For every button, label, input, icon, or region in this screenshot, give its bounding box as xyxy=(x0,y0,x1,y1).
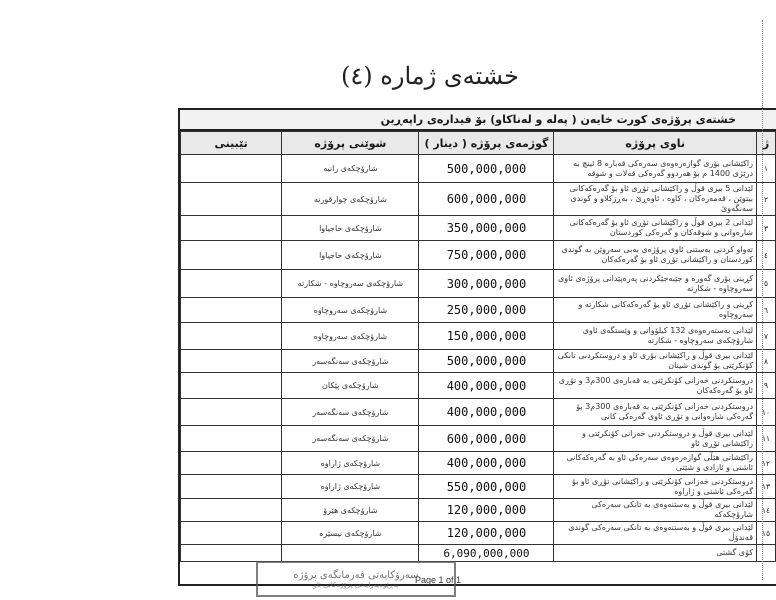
row-project-name: لێدانی 5 بیری قوڵ و راکێشانی تۆڕی ئاو بۆ گەرەکەکانی بیتوێن ، قەمەرەکان ، کاوە ، ئاوەڕێ ، بەڕزکلاو و کوندی سەنگەوێ xyxy=(554,183,757,216)
table-row xyxy=(181,241,776,270)
row-cost: 400,000,000 xyxy=(419,373,554,399)
row-project-name: لێدانی بەستەرەوەی 132 کیلۆواتی و وێستگەی ئاوی شارۆچکەی سەروچاوە - شکارتە xyxy=(554,323,757,350)
row-location: شارۆچکەی حاجیاوا xyxy=(282,241,419,270)
row-seq: ٩ xyxy=(757,373,776,399)
table-body xyxy=(181,155,776,545)
row-location: شارۆچکەی سەروچاوە - شکارتە xyxy=(282,270,419,298)
row-cost: 300,000,000 xyxy=(419,270,554,298)
row-project-name: لێدانی بیری قوڵ و راکێشانی بۆری ئاو و دروستکردنی تانکی کۆنکرێتی بۆ گوندی شینان xyxy=(554,350,757,373)
row-project-name: لێدانی بیری قوڵ و دروستکردنی خەزانی کۆنکرێتی و راکێشانی تۆڕی ئاو xyxy=(554,426,757,452)
row-seq: ٥ xyxy=(757,270,776,298)
row-project-name: کڕینی و راکێشانی تۆڕی ئاو بۆ گەرەکەکانی شکارتە و سەروچاوە xyxy=(554,298,757,323)
row-notes xyxy=(181,499,282,522)
row-location: شارۆچکەی هێرۆ xyxy=(282,499,419,522)
handwritten-table-number: خشتەی ژمارە (٤) xyxy=(341,62,519,90)
row-location: شارۆچکەی پێکان xyxy=(282,373,419,399)
table-row xyxy=(181,216,776,241)
row-project-name: لێدانی بیری قوڵ و بەستنەوەی بە تانکی سەرەکی شارۆچکەکە xyxy=(554,499,757,522)
table-row xyxy=(181,522,776,545)
total-notes xyxy=(181,545,282,562)
total-row xyxy=(181,545,776,562)
row-notes xyxy=(181,183,282,216)
row-seq: ٧ xyxy=(757,323,776,350)
table-row xyxy=(181,426,776,452)
row-notes xyxy=(181,475,282,499)
table-row xyxy=(181,183,776,216)
row-seq: ١٢ xyxy=(757,452,776,475)
row-cost: 350,000,000 xyxy=(419,216,554,241)
table-title: خشتەی پرۆژەی کورت خایەن ( پەلە و لەناکاو) بۆ فیدارەی راپەڕین xyxy=(180,110,776,131)
row-location: شارۆچکەی رانیە xyxy=(282,155,419,183)
row-location: شارۆچکەی سەروچاوە xyxy=(282,298,419,323)
row-location: شارۆچکەی سەنگەسەر xyxy=(282,399,419,426)
row-notes xyxy=(181,323,282,350)
projects-table xyxy=(180,131,776,562)
row-cost: 500,000,000 xyxy=(419,350,554,373)
row-project-name: راکێشانی بۆری گوازەرەوەی سەرەکی قەبارە 8 ئینچ به درێژی 1400 م بۆ هەردوو گەرەکی قەلات و شوقە xyxy=(554,155,757,183)
row-seq: ١٤ xyxy=(757,499,776,522)
row-cost: 750,000,000 xyxy=(419,241,554,270)
row-seq: ١ xyxy=(757,155,776,183)
row-seq: ١١ xyxy=(757,426,776,452)
row-project-name: لێدانی بیری قوڵ و بەستنەوەی بە تانکی سەرەکی گوندی قەندۆڵ xyxy=(554,522,757,545)
row-notes xyxy=(181,298,282,323)
row-seq: ٣ xyxy=(757,216,776,241)
row-project-name: دروستکردنی خەزانی کۆنکرێتی بە قەبارەی 300م3 بۆ گەرەکی شارەوانی و تۆڕی ئاوی گەرەکی کانی xyxy=(554,399,757,426)
header-location: شوێنی پرۆژە xyxy=(282,132,419,155)
scan-edge xyxy=(762,20,776,580)
row-location: شارۆچکەی ژاراوە xyxy=(282,475,419,499)
row-cost: 400,000,000 xyxy=(419,399,554,426)
row-cost: 550,000,000 xyxy=(419,475,554,499)
row-cost: 400,000,000 xyxy=(419,452,554,475)
row-seq: ٦ xyxy=(757,298,776,323)
row-seq: ٨ xyxy=(757,350,776,373)
row-notes xyxy=(181,373,282,399)
table-row xyxy=(181,155,776,183)
row-notes xyxy=(181,426,282,452)
table-row xyxy=(181,270,776,298)
header-project-name: ناوی پرۆژە xyxy=(554,132,757,155)
row-project-name: راکێشانی هێڵی گوازەرەوەی سەرەکی ئاو بە گەرەکەکانی ئاشتی و ئازادی و شێتی xyxy=(554,452,757,475)
project-table-sheet xyxy=(178,108,776,586)
row-location: شارۆچکەی چوارقورنە xyxy=(282,183,419,216)
total-cost: 6,090,000,000 xyxy=(419,545,554,562)
stamp-line-1: سەرۆکایەتی فەرمانگەی پرۆژە xyxy=(293,569,419,581)
total-label: کۆی گشتی xyxy=(554,545,757,562)
header-cost: گوژمەی پرۆژە ( دینار ) xyxy=(419,132,554,155)
row-seq: ٢ xyxy=(757,183,776,216)
page-number-label: Page 1 of 1 xyxy=(415,575,462,585)
row-project-name: کڕینی بۆری گەورە و جێبەجێکردنی پەرەپێدانی پرۆژەی ئاوی سەروچاوە - شکارتە xyxy=(554,270,757,298)
table-row xyxy=(181,499,776,522)
row-cost: 600,000,000 xyxy=(419,426,554,452)
row-project-name: دروستکردنی خەزانی کۆنکرێتی بە قەبارەی 300م3 و تۆڕی ئاو بۆ گەرەکەکان xyxy=(554,373,757,399)
row-seq: ١٥ xyxy=(757,522,776,545)
row-seq: ١٠ xyxy=(757,399,776,426)
row-location: شارۆچکەی سەنگەسەر xyxy=(282,426,419,452)
row-location: شارۆچکەی ژاراوە xyxy=(282,452,419,475)
row-cost: 250,000,000 xyxy=(419,298,554,323)
row-notes xyxy=(181,350,282,373)
row-notes xyxy=(181,241,282,270)
row-cost: 500,000,000 xyxy=(419,155,554,183)
row-notes xyxy=(181,399,282,426)
table-row xyxy=(181,475,776,499)
table-header-row xyxy=(181,132,776,155)
row-cost: 120,000,000 xyxy=(419,499,554,522)
row-notes xyxy=(181,216,282,241)
row-project-name: دروستکردنی خەزانی کۆنکرێتی و راکێشانی تۆڕی ئاو بۆ گەرەکی ئاشتی و ژاراوە xyxy=(554,475,757,499)
row-notes xyxy=(181,522,282,545)
header-seq: ژ xyxy=(757,132,776,155)
table-row xyxy=(181,452,776,475)
header-notes: تێبینی xyxy=(181,132,282,155)
table-row xyxy=(181,323,776,350)
row-project-name: لێدانی 2 بیری قوڵ و راکێشانی تۆڕی ئاو بۆ گەرەکەکانی شارەوانی و شوقەکان و گەرەکی کوردستان xyxy=(554,216,757,241)
stamp-line-2: بەڕێوەبەرایەتی پرۆژەکانی ئاو xyxy=(313,580,399,589)
total-location xyxy=(282,545,419,562)
table-row xyxy=(181,350,776,373)
row-notes xyxy=(181,270,282,298)
row-location: شارۆچکەی سەروچاوە xyxy=(282,323,419,350)
row-seq: ٤ xyxy=(757,241,776,270)
row-cost: 120,000,000 xyxy=(419,522,554,545)
row-location: شارۆچکەی سەنگەسەر xyxy=(282,350,419,373)
row-seq: ١٣ xyxy=(757,475,776,499)
table-row xyxy=(181,373,776,399)
row-cost: 150,000,000 xyxy=(419,323,554,350)
row-project-name: تەواو کردنی بەستنی ئاوی پرۆژەی بەبی سەروێن بە گوندی کوردستان و راکێشانی تۆڕی ئاو بۆ گەرەکەکان xyxy=(554,241,757,270)
row-notes xyxy=(181,452,282,475)
table-row xyxy=(181,399,776,426)
row-cost: 600,000,000 xyxy=(419,183,554,216)
row-location: شارۆچکەی حاجیاوا xyxy=(282,216,419,241)
row-notes xyxy=(181,155,282,183)
table-row xyxy=(181,298,776,323)
row-location: شارۆچکەی نیسێرە xyxy=(282,522,419,545)
